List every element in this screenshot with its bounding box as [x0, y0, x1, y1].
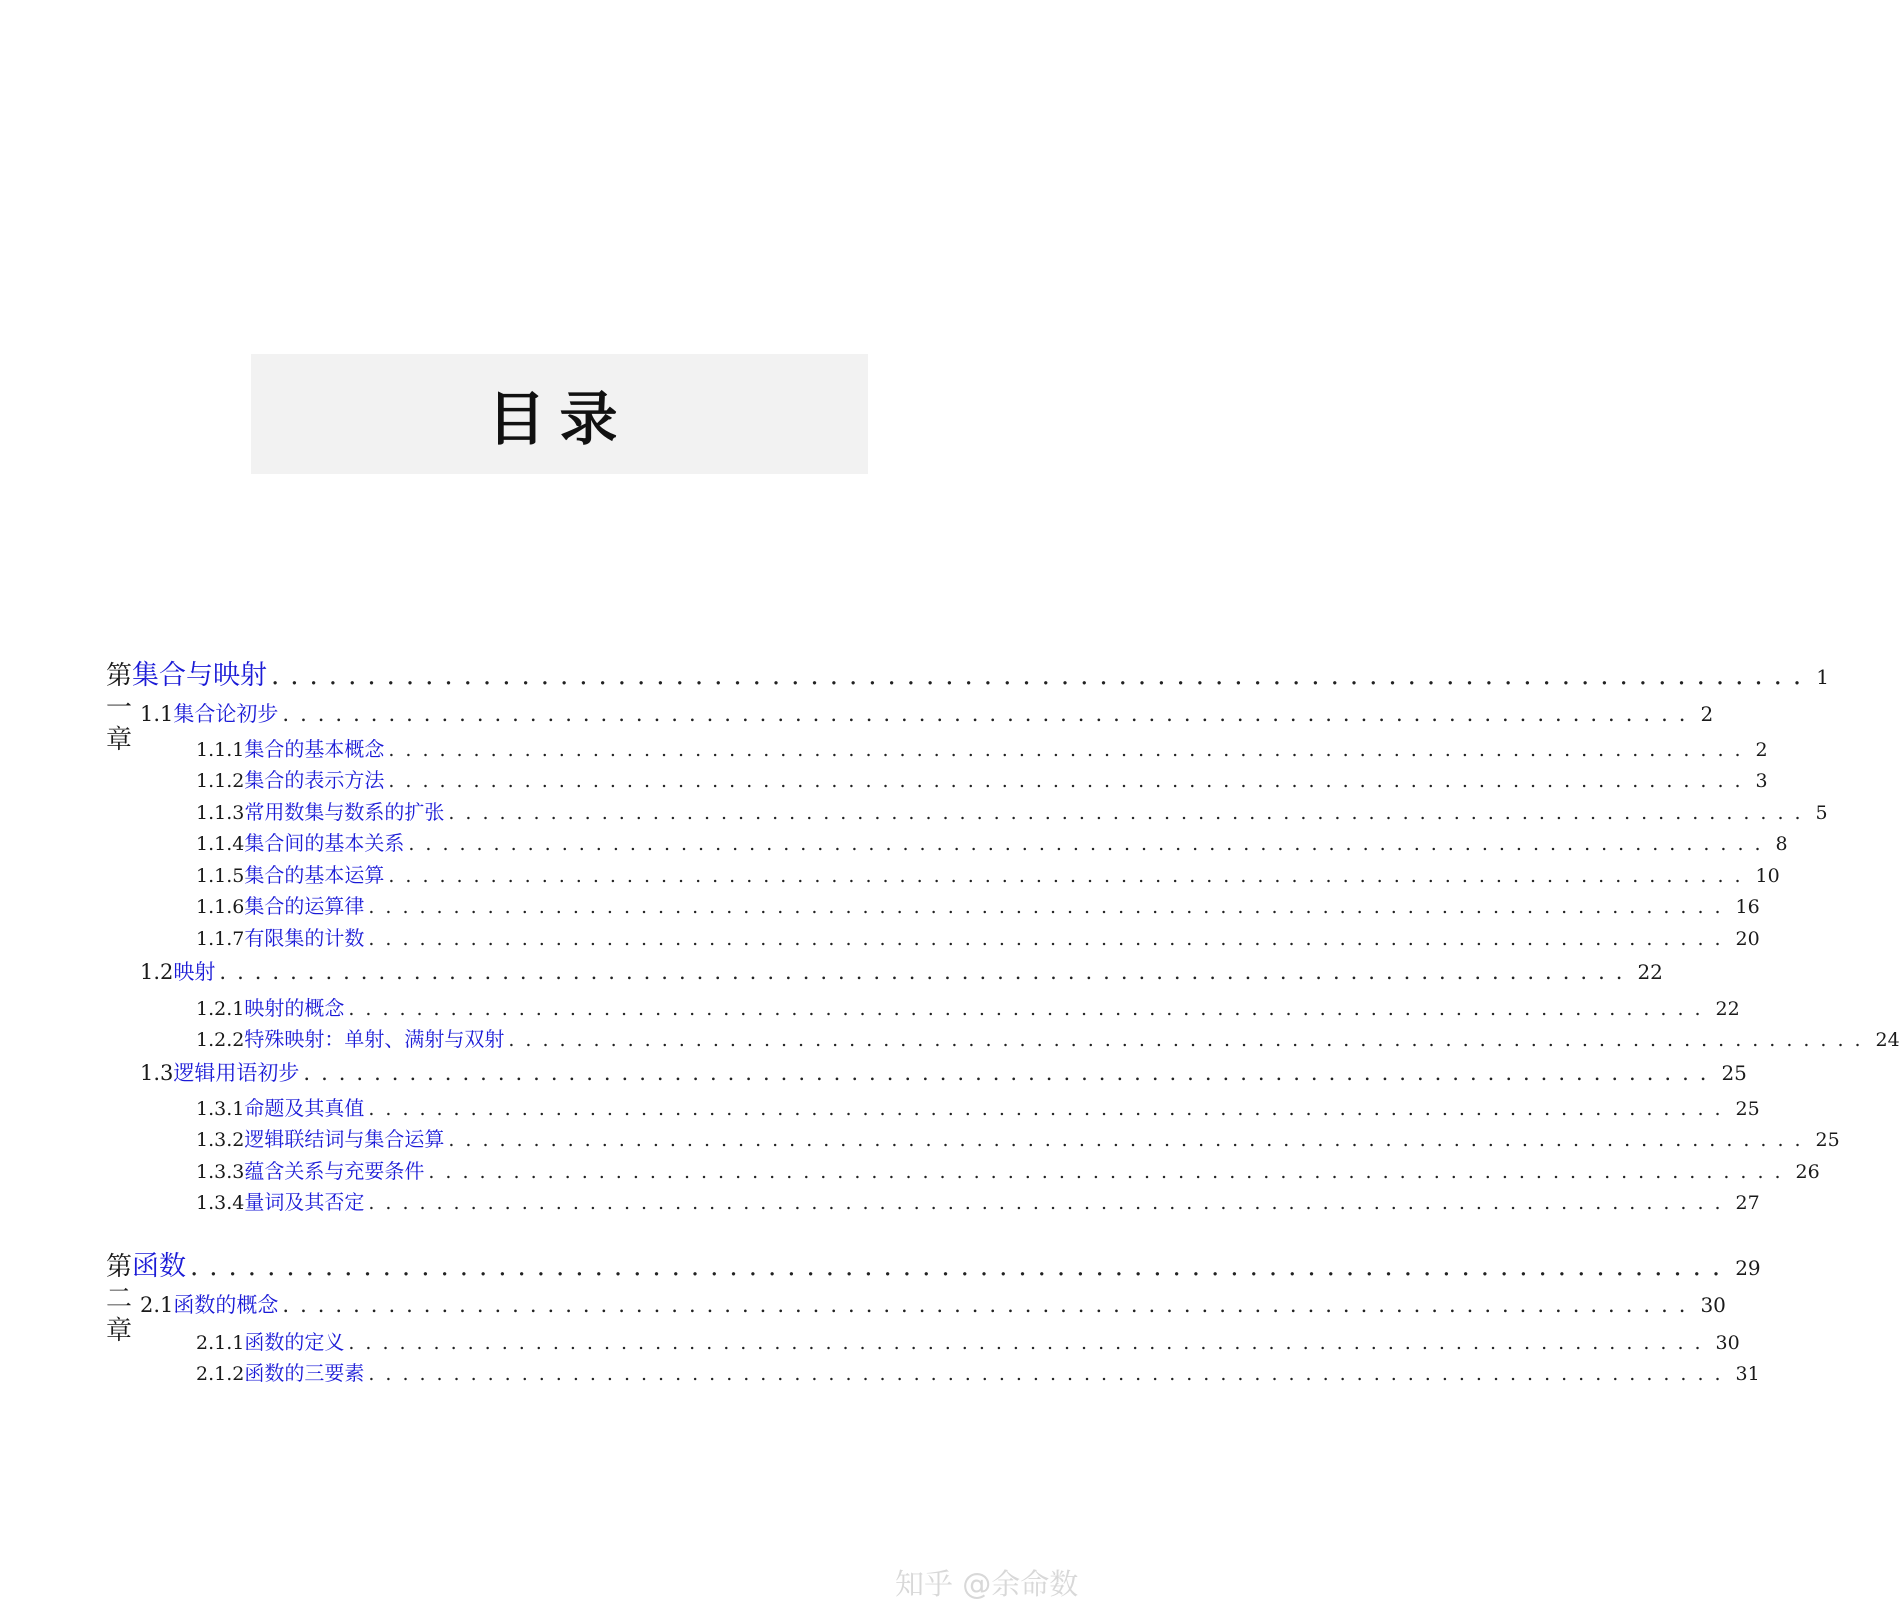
toc-entry-title-link[interactable]: 集合与映射 — [132, 660, 268, 691]
toc-entry-page-number: 25 — [1815, 1129, 1840, 1151]
toc-entry-title-link[interactable]: 函数的概念 — [173, 1293, 279, 1317]
toc-entry-number: 1.3.4 — [196, 1192, 245, 1214]
toc-entry-number: 2.1.2 — [196, 1363, 245, 1385]
toc-entry-title-link[interactable]: 集合的运算律 — [244, 894, 365, 918]
toc-entry-page-number: 25 — [1721, 1061, 1747, 1085]
toc-entry-page-number: 22 — [1637, 960, 1663, 984]
toc-entry-number: 1.1.1 — [196, 739, 245, 761]
toc-entry-number: 1.1.4 — [196, 833, 245, 855]
toc-entry-page-number: 27 — [1735, 1192, 1760, 1214]
dot-leader: ................................................................................ — [368, 1363, 1732, 1385]
dot-leader: ................................................................................ — [282, 1293, 1697, 1317]
toc-entry-page-number: 5 — [1815, 802, 1828, 824]
watermark: 知乎 @余命数 — [895, 1567, 1079, 1601]
toc-entry-sub[interactable] — [196, 922, 1760, 954]
toc-entry-sub[interactable] — [196, 796, 1828, 828]
toc-entry-sub[interactable] — [196, 859, 1780, 891]
toc-entry-number: 1.1 — [140, 702, 174, 726]
toc-entry-number: 2.1 — [140, 1293, 174, 1317]
toc-entry-title-link[interactable]: 函数的定义 — [244, 1330, 345, 1354]
toc-entry-title-link[interactable]: 映射的概念 — [244, 996, 345, 1020]
toc-entry-title-link[interactable]: 集合论初步 — [173, 702, 279, 726]
toc-entry-number: 1.1.7 — [196, 928, 245, 950]
toc-entry-page-number: 26 — [1795, 1161, 1820, 1183]
toc-entry-section[interactable] — [140, 1289, 1726, 1321]
toc-entry-sub[interactable] — [196, 827, 1788, 859]
toc-entry-number: 1.2 — [140, 960, 174, 984]
toc-entry-sub[interactable] — [196, 733, 1768, 765]
toc-entry-title-link[interactable]: 函数 — [132, 1251, 187, 1282]
toc-entry-title-link[interactable]: 集合的基本概念 — [244, 737, 385, 761]
toc-entry-page-number: 2 — [1700, 702, 1714, 726]
toc-entry-title-link[interactable]: 集合间的基本关系 — [244, 831, 405, 855]
toc-entry-title-link[interactable]: 命题及其真值 — [244, 1096, 365, 1120]
dot-leader: ................................................................................ — [388, 865, 1752, 887]
toc-entry-sub[interactable] — [196, 1023, 1900, 1055]
dot-leader: ................................................................................ — [368, 1098, 1732, 1120]
toc-entry-page-number: 30 — [1700, 1293, 1726, 1317]
toc-entry-number: 2.1.1 — [196, 1332, 245, 1354]
toc-entry-page-number: 25 — [1735, 1098, 1760, 1120]
toc-entry-page-number: 1 — [1816, 665, 1829, 689]
toc-entry-page-number: 2 — [1755, 739, 1768, 761]
toc-entry-title-link[interactable]: 逻辑用语初步 — [173, 1061, 300, 1085]
dot-leader: ................................................................................ — [388, 739, 1752, 761]
dot-leader: ................................................................................ — [348, 998, 1712, 1020]
toc-entry-title-link[interactable]: 有限集的计数 — [244, 926, 365, 950]
dot-leader: ................................................................................ — [282, 702, 1697, 726]
toc-entry-title-link[interactable]: 量词及其否定 — [244, 1190, 365, 1214]
toc-entry-number: 1.1.5 — [196, 865, 245, 887]
dot-leader: ................................................................................ — [448, 1129, 1812, 1151]
toc-entry-sub[interactable] — [196, 1326, 1740, 1358]
toc-entry-page-number: 22 — [1715, 998, 1740, 1020]
dot-leader: ................................................................................ — [428, 1161, 1792, 1183]
toc-entry-number: 1.2.2 — [196, 1029, 245, 1051]
toc-entry-title-link[interactable]: 映射 — [173, 960, 216, 984]
toc-entry-number: 1.3.1 — [196, 1098, 245, 1120]
toc-entry-title-link[interactable]: 常用数集与数系的扩张 — [244, 800, 445, 824]
toc-entry-sub[interactable] — [196, 1123, 1840, 1155]
toc-entry-number: 1.1.3 — [196, 802, 245, 824]
toc-entry-title-link[interactable]: 函数的三要素 — [244, 1361, 365, 1385]
toc-entry-page-number: 20 — [1735, 928, 1760, 950]
toc-entry-sub[interactable] — [196, 1092, 1760, 1124]
dot-leader: ................................................................................ — [388, 770, 1752, 792]
toc-entry-page-number: 16 — [1735, 896, 1760, 918]
toc-entry-page-number: 24 — [1875, 1029, 1900, 1051]
toc-entry-sub[interactable] — [196, 1155, 1820, 1187]
dot-leader: ................................................................................ — [408, 833, 1772, 855]
dot-leader: ................................................................................ — [303, 1061, 1718, 1085]
dot-leader: ................................................................................ — [348, 1332, 1712, 1354]
toc-entry-page-number: 31 — [1735, 1363, 1760, 1385]
toc-entry-title-link[interactable]: 蕴含关系与充要条件 — [244, 1159, 425, 1183]
toc-entry-title-link[interactable]: 特殊映射：单射、满射与双射 — [244, 1027, 505, 1051]
toc-entry-title-link[interactable]: 集合的基本运算 — [244, 863, 385, 887]
dot-leader: ................................................................................ — [368, 1192, 1732, 1214]
toc-entry-number: 1.3.3 — [196, 1161, 245, 1183]
toc-entry-title-link[interactable]: 逻辑联结词与集合运算 — [244, 1127, 445, 1151]
toc-entry-page-number: 3 — [1755, 770, 1768, 792]
toc-entry-page-number: 29 — [1735, 1256, 1761, 1280]
page-title: 目录 — [487, 385, 632, 453]
dot-leader: ................................................................................ — [448, 802, 1812, 824]
toc-entry-section[interactable] — [140, 698, 1714, 730]
toc-entry-number: 1.1.2 — [196, 770, 245, 792]
toc-entry-sub[interactable] — [196, 890, 1760, 922]
dot-leader: ................................................................................ — [368, 928, 1732, 950]
toc-entry-sub[interactable] — [196, 1357, 1760, 1389]
dot-leader: ................................................................................ — [190, 1252, 1732, 1282]
toc-entry-sub[interactable] — [196, 1186, 1760, 1218]
dot-leader: ................................................................................ — [219, 960, 1634, 984]
toc-entry-number: 第一章 — [106, 661, 133, 755]
dot-leader: ................................................................................ — [508, 1029, 1872, 1051]
toc-entry-page-number: 8 — [1775, 833, 1788, 855]
toc-entry-sub[interactable] — [196, 992, 1740, 1024]
toc-entry-number: 1.3 — [140, 1061, 174, 1085]
dot-leader: ................................................................................ — [368, 896, 1732, 918]
toc-entry-page-number: 10 — [1755, 865, 1780, 887]
toc-entry-number: 1.1.6 — [196, 896, 245, 918]
toc-entry-section[interactable] — [140, 1057, 1747, 1089]
toc-entry-number: 第二章 — [106, 1252, 133, 1346]
dot-leader: ................................................................................ — [271, 661, 1813, 691]
toc-entry-number: 1.3.2 — [196, 1129, 245, 1151]
toc-entry-section[interactable] — [140, 956, 1663, 988]
toc-entry-title-link[interactable]: 集合的表示方法 — [244, 768, 385, 792]
toc-entry-page-number: 30 — [1715, 1332, 1740, 1354]
toc-entry-sub[interactable] — [196, 764, 1768, 796]
toc-entry-number: 1.2.1 — [196, 998, 245, 1020]
